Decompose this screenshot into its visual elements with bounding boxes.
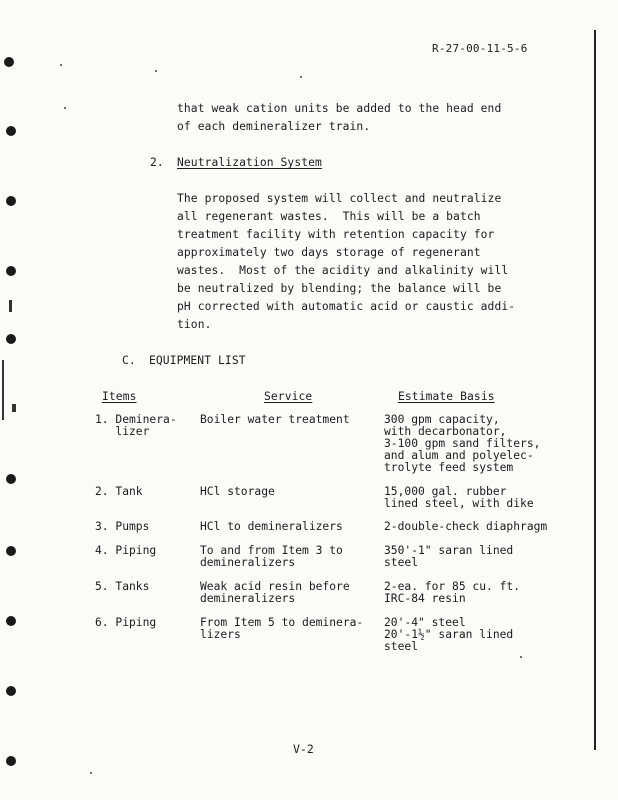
item-line: lizer: [95, 425, 150, 438]
item-line: 6. Piping: [95, 616, 157, 629]
item-line: 1. Deminera-: [95, 413, 177, 426]
item-line: 5. Tanks: [95, 580, 150, 593]
binder-hole: [4, 57, 14, 67]
speck: [60, 64, 62, 66]
right-edge-rule: [594, 30, 596, 750]
binder-hole: [6, 266, 16, 276]
table-row-basis: [384, 486, 534, 510]
basis-line: steel: [384, 556, 419, 569]
table-row-item: [95, 617, 156, 629]
binder-hole: [6, 616, 16, 626]
service-line: HCl to demineralizers: [200, 520, 343, 533]
table-row-basis: [384, 414, 540, 474]
binder-hole: [6, 756, 16, 766]
basis-line: 20'-1½" saran lined: [384, 628, 514, 641]
service-line: To and from Item 3 to: [200, 544, 343, 557]
binder-hole: [6, 126, 16, 136]
service-line: From Item 5 to deminera-: [200, 616, 364, 629]
basis-line: steel: [384, 640, 419, 653]
section-heading: EQUIPMENT LIST: [149, 354, 246, 367]
table-row-item: [95, 581, 149, 593]
basis-line: 2-double-check diaphragm: [384, 520, 548, 533]
table-row-service: [200, 521, 343, 533]
speck: [520, 656, 522, 658]
binder-hole: [6, 546, 16, 556]
table-row-basis: [384, 617, 513, 653]
section-number: 2.: [150, 156, 164, 169]
table-row-basis: [384, 521, 547, 533]
service-line: demineralizers: [200, 592, 296, 605]
table-row-item: [95, 486, 143, 498]
item-line: 2. Tank: [95, 485, 143, 498]
paragraph-line: approximately two days storage of regenerant: [177, 246, 481, 259]
table-row-service: [200, 414, 350, 426]
service-line: Weak acid resin before: [200, 580, 350, 593]
service-line: demineralizers: [200, 556, 296, 569]
table-row-item: [95, 545, 156, 557]
table-row-service: [200, 581, 350, 605]
basis-line: 300 gpm capacity,: [384, 413, 500, 426]
basis-line: 350'-1" saran lined: [384, 544, 514, 557]
service-line: HCl storage: [200, 485, 275, 498]
basis-line: 20'-4" steel: [384, 616, 466, 629]
item-line: 3. Pumps: [95, 520, 150, 533]
edge-mark: [9, 300, 12, 312]
speck: [155, 70, 157, 72]
document-id: R-27-00-11-5-6: [432, 42, 528, 55]
binder-hole: [6, 196, 16, 206]
page-number: V-2: [293, 742, 314, 756]
intro-line: that weak cation units be added to the head end: [177, 102, 502, 115]
binder-hole: [6, 334, 16, 344]
section-letter: C.: [122, 354, 136, 367]
service-line: lizers: [200, 628, 241, 641]
paragraph-line: tion.: [177, 318, 212, 331]
paragraph-line: be neutralized by blending; the balance will be: [177, 282, 502, 295]
item-line: 4. Piping: [95, 544, 157, 557]
edge-mark: [12, 404, 16, 412]
binder-hole: [6, 474, 16, 484]
header-service: Service: [264, 390, 313, 403]
paragraph-line: pH corrected with automatic acid or caustic addi-: [177, 300, 516, 313]
header-basis: Estimate Basis: [398, 390, 495, 403]
basis-line: IRC-84 resin: [384, 592, 466, 605]
table-row-service: [200, 486, 275, 498]
paragraph-line: wastes. Most of the acidity and alkalinity will: [177, 264, 509, 277]
speck: [64, 107, 66, 109]
section-title: Neutralization System: [177, 156, 322, 169]
basis-line: with decarbonator,: [384, 425, 507, 438]
speck: [300, 76, 302, 78]
table-row-service: [200, 617, 363, 641]
paragraph-line: all regenerant wastes. This will be a batch: [177, 210, 481, 223]
paragraph-line: The proposed system will collect and neutralize: [177, 192, 502, 205]
speck: [90, 772, 92, 774]
table-row-item: [95, 521, 149, 533]
table-row-item: [95, 414, 177, 438]
edge-mark: [2, 360, 4, 420]
basis-line: trolyte feed system: [384, 461, 514, 474]
intro-line: of each demineralizer train.: [177, 120, 371, 133]
service-line: Boiler water treatment: [200, 413, 350, 426]
table-row-basis: [384, 545, 513, 569]
basis-line: 15,000 gal. rubber: [384, 485, 507, 498]
basis-line: 3-100 gpm sand filters,: [384, 437, 541, 450]
paragraph-line: treatment facility with retention capacity for: [177, 228, 495, 241]
basis-line: lined steel, with dike: [384, 497, 534, 510]
basis-line: 2-ea. for 85 cu. ft.: [384, 580, 521, 593]
basis-line: and alum and polyelec-: [384, 449, 534, 462]
table-row-basis: [384, 581, 520, 605]
binder-hole: [6, 686, 16, 696]
table-row-service: [200, 545, 343, 569]
header-items: Items: [102, 390, 137, 403]
